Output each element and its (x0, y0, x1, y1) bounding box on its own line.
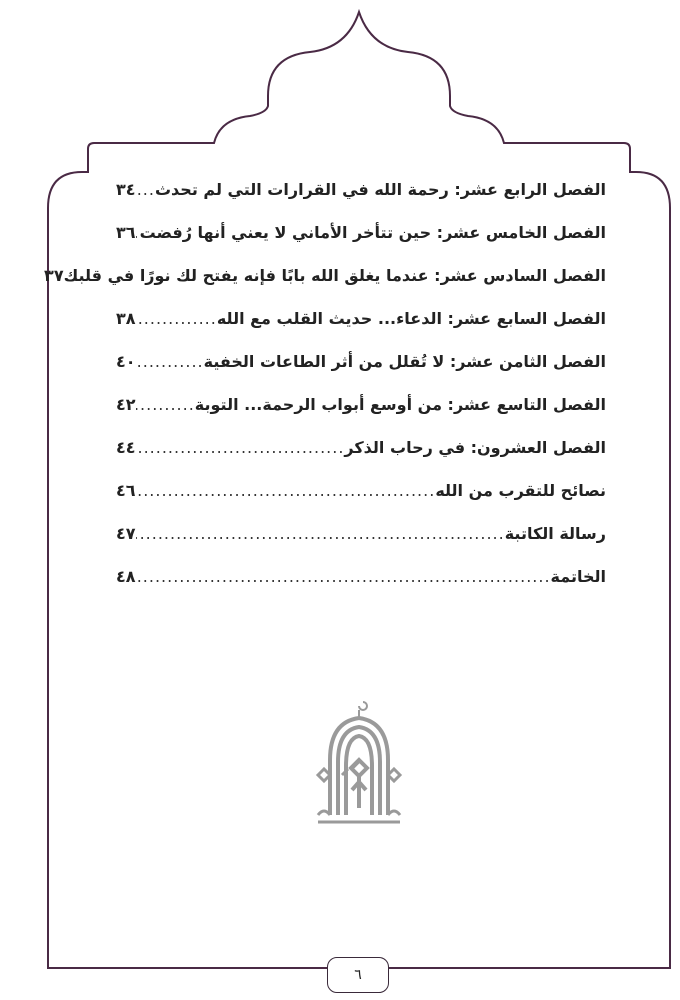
toc-entry[interactable] (116, 438, 606, 481)
toc-entry-title: الخاتمة (550, 567, 606, 586)
toc-entry-title: الفصل السابع عشر: الدعاء... حديث القلب مع الله (216, 309, 606, 328)
dot-leader (136, 223, 140, 242)
page-number: ٦ (327, 957, 389, 993)
dot-leader (136, 180, 155, 199)
toc-entry[interactable] (116, 352, 606, 395)
table-of-contents (44, 180, 606, 610)
toc-entry-title: رسالة الكاتبة (504, 524, 606, 543)
toc-entry-title: الفصل الثامن عشر: لا تُقلل من أثر الطاعات الخفية (203, 352, 606, 371)
dot-leader (136, 481, 436, 500)
toc-entry-page: ٤٨ (116, 567, 136, 586)
toc-entry-title: الفصل السادس عشر: عندما يغلق الله بابًا فإنه يفتح لك نورًا في قلبك (63, 266, 606, 285)
toc-entry-page: ٤٠ (116, 352, 136, 371)
toc-entry[interactable] (116, 567, 606, 610)
dot-leader (136, 524, 505, 543)
toc-entry[interactable] (116, 223, 606, 266)
toc-entry-page: ٣٨ (116, 309, 136, 328)
toc-entry-page: ٣٤ (116, 180, 136, 199)
toc-entry-page: ٤٢ (116, 395, 136, 414)
dot-leader (136, 352, 204, 371)
toc-entry[interactable] (116, 309, 606, 352)
toc-entry-page: ٣٧ (44, 266, 64, 285)
dot-leader (136, 395, 195, 414)
toc-entry-title: الفصل الرابع عشر: رحمة الله في القرارات التي لم تحدث (154, 180, 606, 199)
dot-leader (136, 567, 551, 586)
toc-entry-title: الفصل التاسع عشر: من أوسع أبواب الرحمة... التوبة (194, 395, 606, 414)
toc-entry-page: ٣٦ (116, 223, 136, 242)
toc-entry-title: نصائح للتقرب من الله (435, 481, 606, 500)
toc-entry-page: ٤٧ (116, 524, 136, 543)
dot-leader (136, 438, 345, 457)
toc-entry[interactable] (116, 481, 606, 524)
dot-leader (136, 309, 217, 328)
toc-entry[interactable] (116, 524, 606, 567)
toc-entry-page: ٤٤ (116, 438, 136, 457)
toc-entry-title: الفصل العشرون: في رحاب الذكر (344, 438, 606, 457)
toc-entry[interactable] (116, 395, 606, 438)
toc-entry[interactable] (116, 180, 606, 223)
toc-entry-title: الفصل الخامس عشر: حين تتأخر الأماني لا يعني أنها رُفضت (139, 223, 606, 242)
toc-entry-page: ٤٦ (116, 481, 136, 500)
mosque-arch-logo (318, 702, 400, 822)
toc-entry[interactable] (44, 266, 606, 309)
